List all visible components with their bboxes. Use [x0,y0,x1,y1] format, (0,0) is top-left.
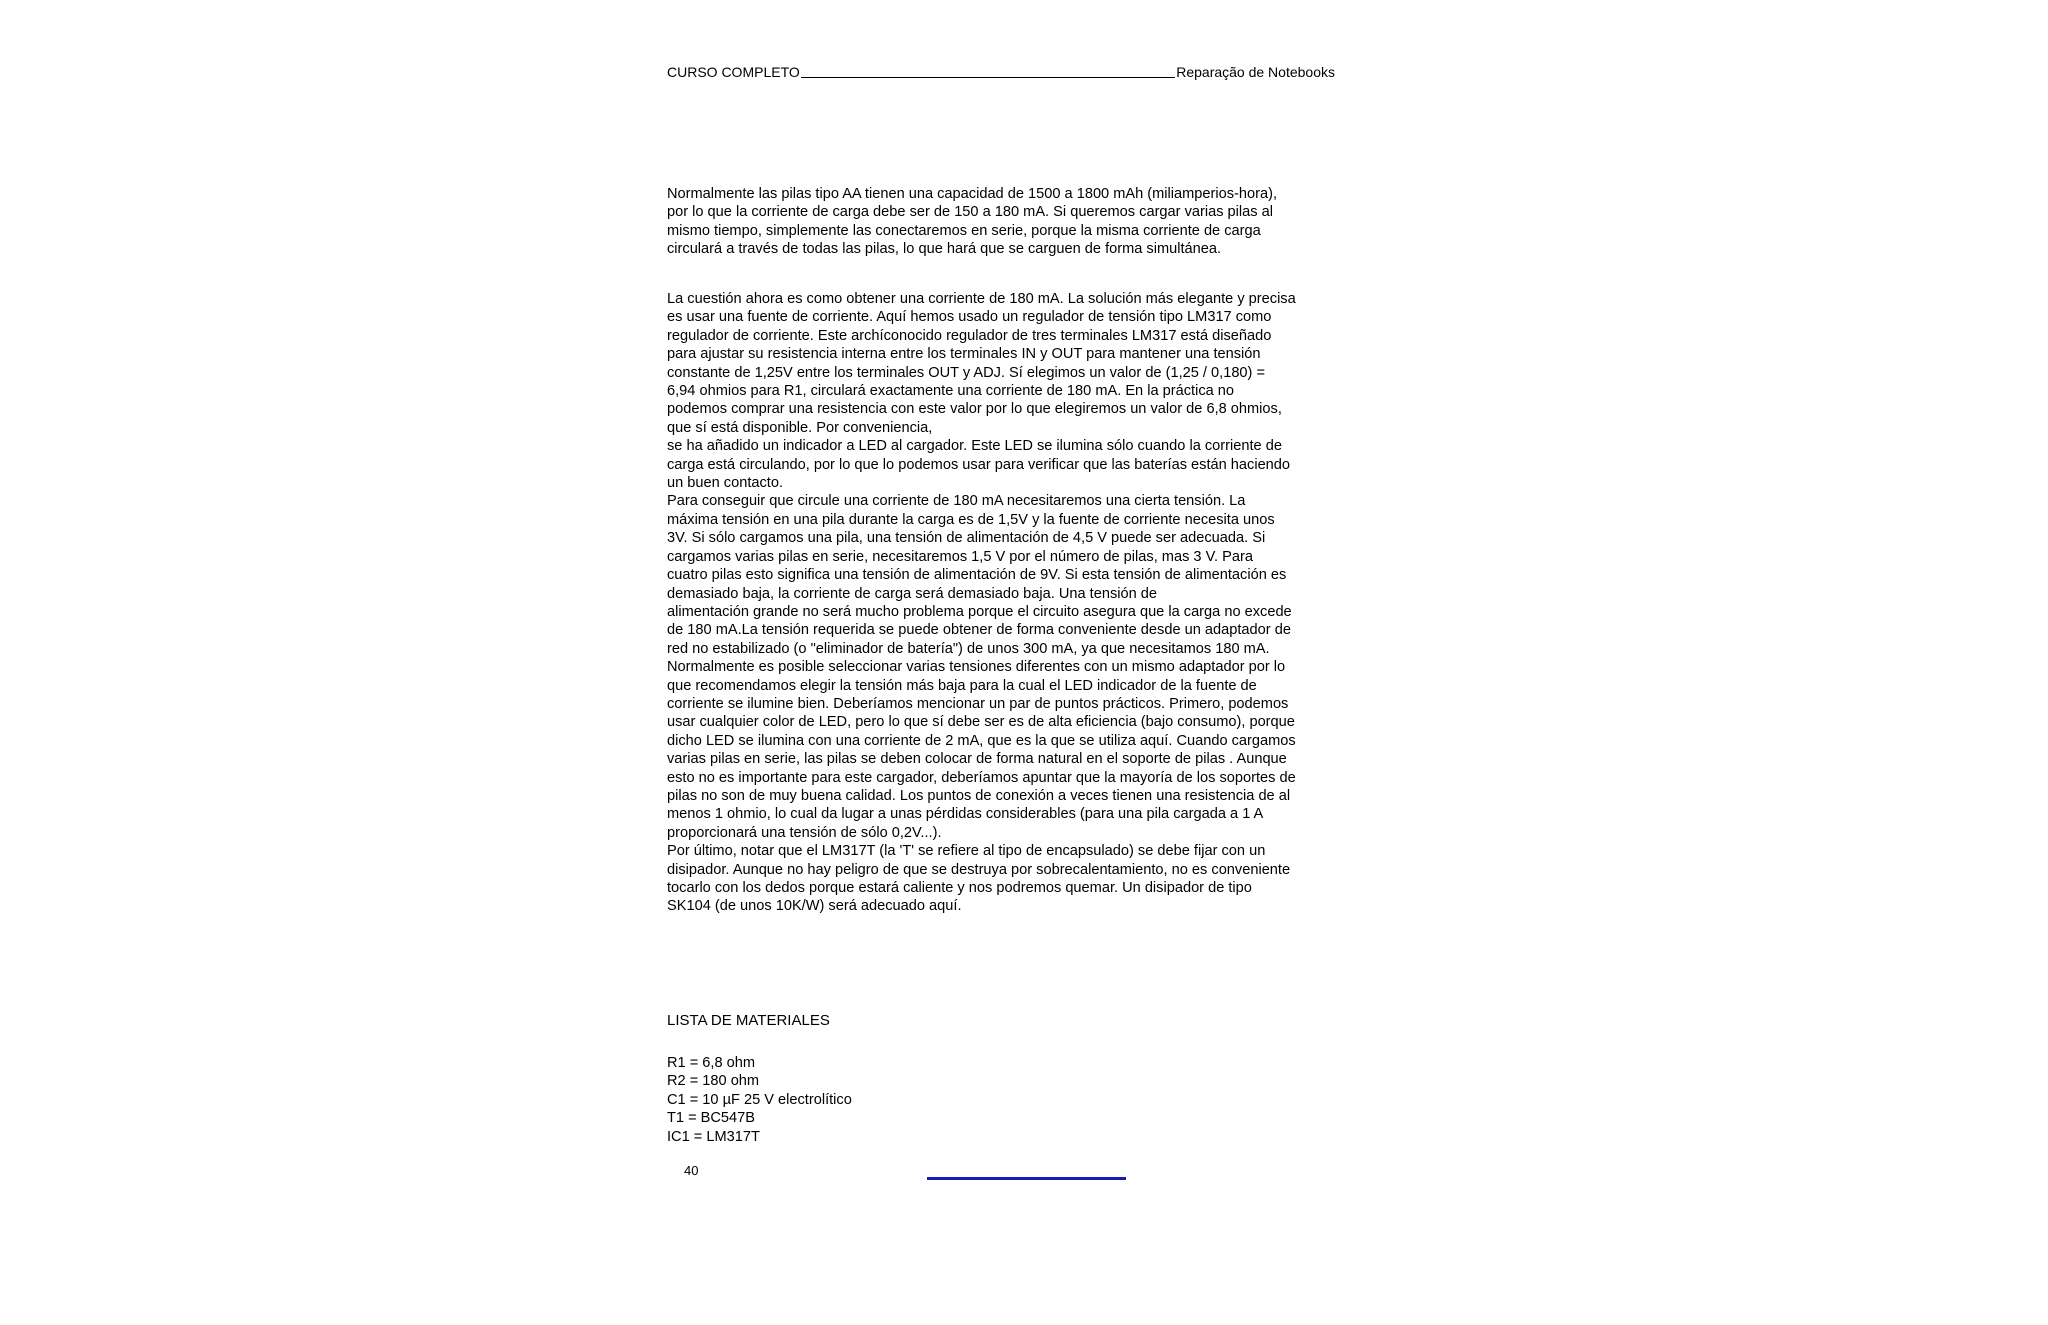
paragraph-line: se ha añadido un indicador a LED al cargador. Este LED se ilumina sólo cuando la corriente de [667,438,1282,455]
paragraph-line: por lo que la corriente de carga debe ser de 150 a 180 mA. Si queremos cargar varias pilas al [667,204,1273,221]
paragraph-line: regulador de corriente. Este archíconocido regulador de tres terminales LM317 está diseñado [667,327,1272,344]
paragraph-line: alimentación grande no será mucho problema porque el circuito asegura que la carga no excede [667,603,1292,620]
paragraph-line: varias pilas en serie, las pilas se deben colocar de forma natural en el soporte de pilas . Aunque [667,751,1287,768]
paragraph-line: circulará a través de todas las pilas, lo que hará que se carguen de forma simultánea. [667,241,1222,258]
materials-list-item: R2 = 180 ohm [667,1073,760,1090]
materials-list [667,1054,852,1146]
paragraph-line: tocarlo con los dedos porque estará caliente y nos podremos quemar. Un disipador de tipo [667,880,1252,896]
paragraph-line: podemos comprar una resistencia con este valor por lo que elegiremos un valor de 6,8 ohmios, [667,401,1282,418]
paragraph-battery-capacity [667,185,1367,259]
paragraph-line: mismo tiempo, simplemente las conectaremos en serie, porque la misma corriente de carga [667,222,1261,239]
paragraph-line: 6,94 ohmios para R1, circulará exactamente una corriente de 180 mA. En la práctica no [667,383,1235,400]
materials-list-title: LISTA DE MATERIALES [667,1012,830,1029]
page-number: 40 [684,1163,699,1178]
paragraph-line: proporcionará una tensión de sólo 0,2V...). [667,824,942,841]
paragraph-line: Normalmente es posible seleccionar varias tensiones diferentes con un mismo adaptador por lo [667,659,1286,676]
paragraph-line: dicho LED se ilumina con una corriente de 2 mA, que es la que se utiliza aquí. Cuando cargamos [667,732,1296,749]
paragraph-current-source [667,290,1367,916]
paragraph-line: cargamos varias pilas en serie, necesitaremos 1,5 V por el número de pilas, mas 3 V. Para [667,548,1253,565]
page-header [667,61,1335,81]
header-course-title: CURSO COMPLETO [667,64,800,80]
paragraph-line: que sí está disponible. Por conveniencia, [667,419,933,436]
paragraph-line: Normalmente las pilas tipo AA tienen una capacidad de 1500 a 1800 mAh (miliamperios-hora), [667,186,1278,202]
paragraph-line: red no estabilizado (o "eliminador de batería") de unos 300 mA, ya que necesitamos 180 mA. [667,640,1270,657]
paragraph-line: usar cualquier color de LED, pero lo que sí debe ser es de alta eficiencia (bajo consumo), porque [667,714,1295,731]
paragraph-line: pilas no son de muy buena calidad. Los puntos de conexión a veces tienen una resistencia de al [667,787,1291,804]
paragraph-line: corriente se ilumine bien. Deberíamos mencionar un par de puntos prácticos. Primero, podemos [667,695,1289,712]
paragraph-line: esto no es importante para este cargador, deberíamos apuntar que la mayoría de los soportes de [667,769,1296,786]
paragraph-line: máxima tensión en una pila durante la carga es de 1,5V y la fuente de corriente necesita unos [667,511,1275,528]
paragraph-line: es usar una fuente de corriente. Aquí hemos usado un regulador de tensión tipo LM317 como [667,309,1272,326]
paragraph-line: La cuestión ahora es como obtener una corriente de 180 mA. La solución más elegante y precisa [667,291,1296,307]
paragraph-line: que recomendamos elegir la tensión más baja para la cual el LED indicador de la fuente de [667,677,1257,694]
footer-bar [927,1177,1126,1180]
materials-list-item: IC1 = LM317T [667,1128,760,1145]
paragraph-line: disipador. Aunque no hay peligro de que se destruya por sobrecalentamiento, no es conveniente [667,861,1291,878]
paragraph-line: menos 1 ohmio, lo cual da lugar a unas pérdidas considerables (para una pila cargada a 1 A [667,806,1264,823]
paragraph-line: Para conseguir que circule una corriente de 180 mA necesitaremos una cierta tensión. La [667,493,1246,510]
paragraph-line: SK104 (de unos 10K/W) será adecuado aquí. [667,898,962,915]
header-rule [801,77,1175,78]
paragraph-line: Por último, notar que el LM317T (la 'T' se refiere al tipo de encapsulado) se debe fijar con un [667,843,1266,860]
paragraph-line: carga está circulando, por lo que lo podemos usar para verificar que las baterías están haciendo [667,456,1291,473]
paragraph-line: un buen contacto. [667,475,784,492]
paragraph-line: para ajustar su resistencia interna entre los terminales IN y OUT para mantener una tensión [667,346,1261,363]
paragraph-line: de 180 mA.La tensión requerida se puede obtener de forma conveniente desde un adaptador de [667,622,1291,639]
paragraph-line: constante de 1,25V entre los terminales OUT y ADJ. Sí elegimos un valor de (1,25 / 0,180) = [667,364,1265,381]
header-book-title: Reparação de Notebooks [1176,64,1335,80]
materials-list-item: T1 = BC547B [667,1110,756,1127]
paragraph-line: demasiado baja, la corriente de carga será demasiado baja. Una tensión de [667,585,1158,602]
paragraph-line: 3V. Si sólo cargamos una pila, una tensión de alimentación de 4,5 V puede ser adecuada. Si [667,530,1266,547]
paragraph-line: cuatro pilas esto significa una tensión de alimentación de 9V. Si esta tensión de alimentación es [667,567,1287,584]
materials-list-item: R1 = 6,8 ohm [667,1055,756,1071]
materials-list-item: C1 = 10 µF 25 V electrolítico [667,1091,852,1108]
